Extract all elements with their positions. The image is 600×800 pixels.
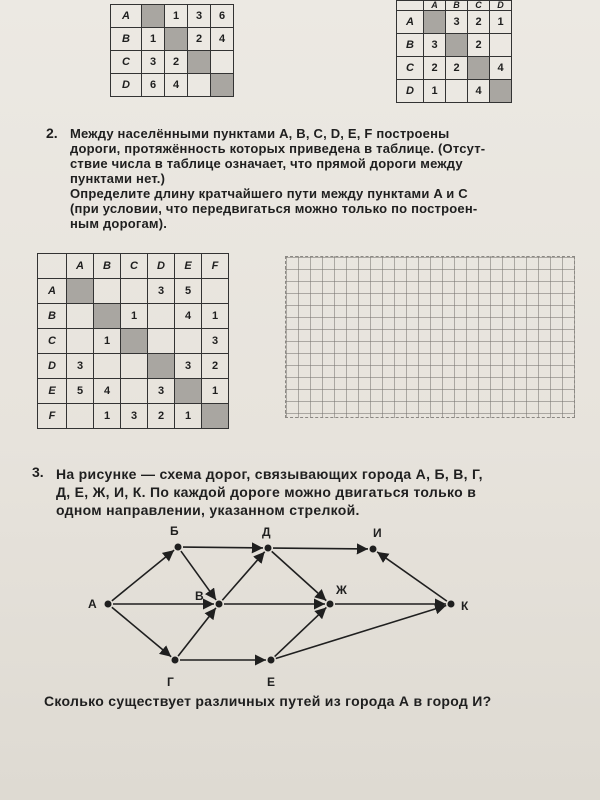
city-label: Ж xyxy=(336,583,347,597)
table-2-column-header: B xyxy=(446,1,468,11)
city-label: К xyxy=(461,599,469,613)
problem-2-table-cell: 2 xyxy=(148,404,175,429)
problem-2-table-cell: 2 xyxy=(202,354,229,379)
city-label: А xyxy=(88,597,97,611)
table-2-cell: 2 xyxy=(468,34,490,57)
city-label: Е xyxy=(267,675,276,689)
problem-2-table-column-header: B xyxy=(94,254,121,279)
problem-2-table-row-header: B xyxy=(38,304,67,329)
problem-2-table-row-header: F xyxy=(38,404,67,429)
problem-2-table-row-header: C xyxy=(38,329,67,354)
table-1-cell: 3 xyxy=(142,51,165,74)
problem-3-number: 3. xyxy=(32,464,44,480)
problem-2-table-cell: 3 xyxy=(175,354,202,379)
table-1-row-header: D xyxy=(111,74,142,97)
problem-2-table-column-header: A xyxy=(67,254,94,279)
table-1-cell: 1 xyxy=(142,28,165,51)
problem-2-table-column-header: E xyxy=(175,254,202,279)
road-arrow-K-I xyxy=(377,552,447,601)
table-2-cell: 2 xyxy=(424,57,446,80)
problem-2-table-cell: 3 xyxy=(148,279,175,304)
city-node xyxy=(370,546,377,553)
city-label: Г xyxy=(167,675,174,689)
table-2-column-header: A xyxy=(424,1,446,11)
table-2-cell: 4 xyxy=(468,80,490,103)
problem-2-table-column-header: D xyxy=(148,254,175,279)
problem-2-table-row-header: D xyxy=(38,354,67,379)
table-1-cell: 2 xyxy=(188,28,211,51)
table-1-row-header: A xyxy=(111,5,142,28)
problem-2-number: 2. xyxy=(46,125,58,141)
table-1-row-header: B xyxy=(111,28,142,51)
road-arrow-B-D xyxy=(183,547,263,548)
problem-2-text: Между населёнными пунктами A, B, C, D, E, F построены дороги, протяжённость которых приведена в таблице. (Отсут- ствие числа в таблице означает, что прямой дороги между пунктами нет.) Определите длину кратчайшего пути между пунктами A и C (при условии, что передвигаться можно только по построен- ным дорогам). xyxy=(70,126,486,231)
city-node xyxy=(172,657,179,664)
table-1-row-header: C xyxy=(111,51,142,74)
road-arrow-E-Zh xyxy=(275,607,327,656)
table-2-cell: 3 xyxy=(424,34,446,57)
problem-2-table-cell: 1 xyxy=(175,404,202,429)
problem-2-table-row-header: E xyxy=(38,379,67,404)
table-2-row-header: B xyxy=(397,34,424,57)
table-2-cell: 2 xyxy=(468,11,490,34)
table-1-cell: 6 xyxy=(211,5,234,28)
problem-3-text: На рисунке — схема дорог, связывающих города А, Б, В, Г, Д, Е, Ж, И, К. По каждой дороге можно двигаться только в одном направлении, указанном стрелкой. xyxy=(56,466,483,518)
table-2-cell: 4 xyxy=(490,57,512,80)
table-1-cell: 1 xyxy=(165,5,188,28)
table-1-cell: 2 xyxy=(165,51,188,74)
city-node xyxy=(175,544,182,551)
road-arrow-D-I xyxy=(273,548,368,549)
table-2-cell: 3 xyxy=(446,11,468,34)
problem-2-table-cell: 3 xyxy=(202,329,229,354)
problem-2-table-cell: 1 xyxy=(202,304,229,329)
city-label: Д xyxy=(262,525,271,539)
city-node xyxy=(268,657,275,664)
table-2-column-header: D xyxy=(490,1,512,11)
problem-2-table-cell: 1 xyxy=(121,304,148,329)
city-label: И xyxy=(373,526,382,540)
problem-2-table-cell: 3 xyxy=(148,379,175,404)
problem-3-question: Сколько существует различных путей из города А в город И? xyxy=(44,693,492,709)
problem-2-table-column-header: F xyxy=(202,254,229,279)
problem-2-table-cell: 3 xyxy=(121,404,148,429)
problem-2-table-cell: 5 xyxy=(175,279,202,304)
problem-2-table-column-header: C xyxy=(121,254,148,279)
road-arrow-G-V xyxy=(178,608,216,656)
problem-2-table-cell: 3 xyxy=(67,354,94,379)
problem-2-table-cell: 5 xyxy=(67,379,94,404)
road-arrow-A-G xyxy=(112,607,171,657)
problem-2-table-cell: 1 xyxy=(202,379,229,404)
table-1-cell: 4 xyxy=(165,74,188,97)
problem-2-table-cell: 4 xyxy=(175,304,202,329)
table-1-cell: 6 xyxy=(142,74,165,97)
table-2-row-header: A xyxy=(397,11,424,34)
city-node xyxy=(265,545,272,552)
table-2-row-header: D xyxy=(397,80,424,103)
road-arrow-A-B xyxy=(112,550,174,601)
road-arrow-V-D xyxy=(222,552,264,600)
problem-2-table-cell: 1 xyxy=(94,404,121,429)
city-node xyxy=(105,601,112,608)
problem-2-table-row-header: A xyxy=(38,279,67,304)
table-1-cell: 3 xyxy=(188,5,211,28)
table-2-cell: 2 xyxy=(446,57,468,80)
table-2-column-header: C xyxy=(468,1,490,11)
problem-2-table-cell: 4 xyxy=(94,379,121,404)
city-label: Б xyxy=(170,524,179,538)
city-node xyxy=(216,601,223,608)
city-label: В xyxy=(195,589,204,603)
problem-2-table-cell: 1 xyxy=(94,329,121,354)
road-arrow-D-Zh xyxy=(272,551,327,600)
table-2-row-header: C xyxy=(397,57,424,80)
table-2-cell: 1 xyxy=(490,11,512,34)
table-2-cell: 1 xyxy=(424,80,446,103)
table-1-cell: 4 xyxy=(211,28,234,51)
city-node xyxy=(448,601,455,608)
city-node xyxy=(327,601,334,608)
